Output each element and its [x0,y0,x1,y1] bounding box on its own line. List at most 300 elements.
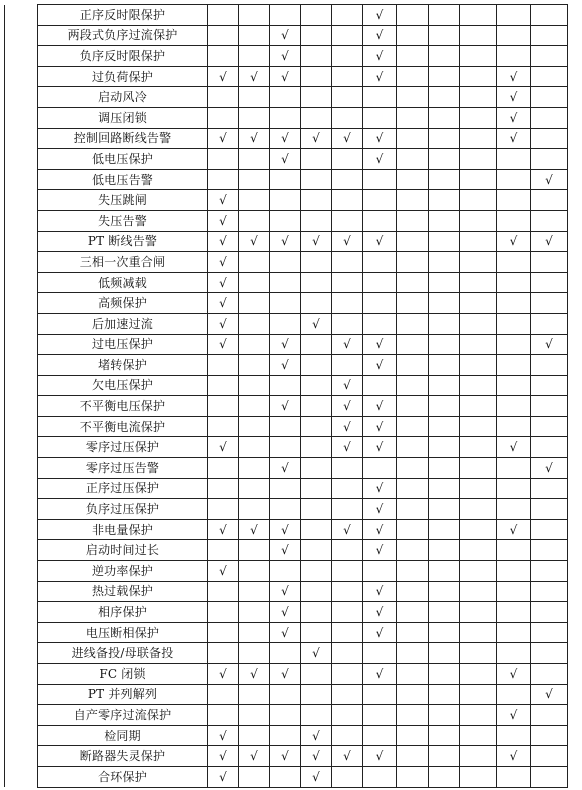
empty-cell [397,396,429,417]
check-mark-cell: √ [301,231,332,252]
empty-cell [301,664,332,685]
empty-cell [531,664,568,685]
lead-cell [5,602,38,623]
lead-cell [5,622,38,643]
check-mark-cell: √ [270,334,301,355]
function-name-cell: 合环保护 [38,766,208,787]
protection-function-table [4,4,568,788]
check-mark-cell: √ [332,416,363,437]
table-row [5,684,568,705]
empty-cell [460,746,497,767]
check-mark-cell: √ [332,396,363,417]
check-mark-cell: √ [239,128,270,149]
empty-cell [497,293,531,314]
table-row [5,190,568,211]
table-row [5,25,568,46]
lead-cell [5,334,38,355]
empty-cell [429,128,460,149]
table-row [5,766,568,787]
empty-cell [429,540,460,561]
empty-cell [270,705,301,726]
check-mark-cell: √ [363,66,397,87]
empty-cell [429,437,460,458]
lead-cell [5,437,38,458]
empty-cell [239,458,270,479]
empty-cell [332,581,363,602]
empty-cell [429,5,460,26]
empty-cell [239,602,270,623]
table-row [5,725,568,746]
check-mark-cell: √ [301,128,332,149]
empty-cell [429,375,460,396]
empty-cell [460,66,497,87]
empty-cell [270,643,301,664]
empty-cell [429,210,460,231]
empty-cell [497,540,531,561]
empty-cell [397,128,429,149]
empty-cell [429,766,460,787]
empty-cell [397,458,429,479]
empty-cell [332,705,363,726]
empty-cell [270,272,301,293]
function-name-cell: 相序保护 [38,602,208,623]
empty-cell [460,561,497,582]
check-mark-cell: √ [208,725,239,746]
table-row [5,334,568,355]
empty-cell [397,684,429,705]
check-mark-cell: √ [270,128,301,149]
empty-cell [363,252,397,273]
empty-cell [301,622,332,643]
table-row [5,561,568,582]
empty-cell [208,416,239,437]
lead-cell [5,231,38,252]
empty-cell [332,5,363,26]
empty-cell [531,602,568,623]
empty-cell [531,478,568,499]
empty-cell [460,5,497,26]
check-mark-cell: √ [363,746,397,767]
empty-cell [239,478,270,499]
empty-cell [270,169,301,190]
function-name-cell: 启动风冷 [38,87,208,108]
empty-cell [497,313,531,334]
empty-cell [397,46,429,67]
empty-cell [531,107,568,128]
empty-cell [397,581,429,602]
check-mark-cell: √ [208,334,239,355]
lead-cell [5,313,38,334]
lead-cell [5,5,38,26]
empty-cell [301,458,332,479]
lead-cell [5,705,38,726]
check-mark-cell: √ [301,746,332,767]
empty-cell [363,705,397,726]
table-row [5,602,568,623]
empty-cell [301,169,332,190]
function-name-cell: 负序过压保护 [38,499,208,520]
empty-cell [363,725,397,746]
empty-cell [531,128,568,149]
check-mark-cell: √ [363,128,397,149]
empty-cell [270,684,301,705]
empty-cell [239,705,270,726]
empty-cell [270,499,301,520]
empty-cell [270,5,301,26]
empty-cell [460,25,497,46]
empty-cell [460,210,497,231]
empty-cell [460,107,497,128]
table-row [5,231,568,252]
check-mark-cell: √ [270,355,301,376]
check-mark-cell: √ [363,149,397,170]
check-mark-cell: √ [531,231,568,252]
function-name-cell: 低电压保护 [38,149,208,170]
empty-cell [332,622,363,643]
empty-cell [497,169,531,190]
lead-cell [5,272,38,293]
empty-cell [531,272,568,293]
empty-cell [239,252,270,273]
lead-cell [5,499,38,520]
lead-cell [5,46,38,67]
function-name-cell: 非电量保护 [38,519,208,540]
empty-cell [460,540,497,561]
check-mark-cell: √ [363,46,397,67]
function-name-cell: 失压跳闸 [38,190,208,211]
check-mark-cell: √ [497,128,531,149]
empty-cell [332,66,363,87]
empty-cell [397,5,429,26]
empty-cell [429,313,460,334]
empty-cell [239,46,270,67]
empty-cell [270,210,301,231]
empty-cell [239,396,270,417]
check-mark-cell: √ [208,313,239,334]
check-mark-cell: √ [363,5,397,26]
function-name-cell: 零序过压保护 [38,437,208,458]
lead-cell [5,107,38,128]
function-name-cell: 控制回路断线告警 [38,128,208,149]
lead-cell [5,128,38,149]
function-name-cell: 低频减载 [38,272,208,293]
empty-cell [460,355,497,376]
lead-cell [5,519,38,540]
empty-cell [332,190,363,211]
empty-cell [239,561,270,582]
empty-cell [301,499,332,520]
table-row [5,5,568,26]
check-mark-cell: √ [208,272,239,293]
empty-cell [363,107,397,128]
lead-cell [5,725,38,746]
empty-cell [531,252,568,273]
table-row [5,643,568,664]
empty-cell [460,705,497,726]
check-mark-cell: √ [497,107,531,128]
empty-cell [460,149,497,170]
empty-cell [397,66,429,87]
empty-cell [301,478,332,499]
check-mark-cell: √ [239,664,270,685]
table-row [5,128,568,149]
empty-cell [429,272,460,293]
lead-cell [5,416,38,437]
check-mark-cell: √ [270,540,301,561]
function-name-cell: PT 断线告警 [38,231,208,252]
empty-cell [208,705,239,726]
empty-cell [460,519,497,540]
empty-cell [397,334,429,355]
empty-cell [363,561,397,582]
empty-cell [332,355,363,376]
lead-cell [5,375,38,396]
empty-cell [332,499,363,520]
empty-cell [208,643,239,664]
empty-cell [460,478,497,499]
empty-cell [301,705,332,726]
empty-cell [332,210,363,231]
empty-cell [301,437,332,458]
check-mark-cell: √ [239,746,270,767]
empty-cell [239,313,270,334]
empty-cell [270,725,301,746]
empty-cell [397,87,429,108]
empty-cell [531,581,568,602]
check-mark-cell: √ [270,396,301,417]
empty-cell [363,643,397,664]
empty-cell [397,231,429,252]
function-name-cell: 三相一次重合闸 [38,252,208,273]
empty-cell [301,46,332,67]
empty-cell [497,396,531,417]
check-mark-cell: √ [270,231,301,252]
empty-cell [497,478,531,499]
check-mark-cell: √ [208,66,239,87]
empty-cell [397,746,429,767]
empty-cell [363,293,397,314]
empty-cell [397,375,429,396]
empty-cell [332,766,363,787]
empty-cell [531,210,568,231]
function-name-cell: 失压告警 [38,210,208,231]
lead-cell [5,746,38,767]
empty-cell [363,210,397,231]
empty-cell [301,375,332,396]
empty-cell [460,252,497,273]
empty-cell [270,375,301,396]
empty-cell [531,705,568,726]
empty-cell [497,684,531,705]
table-row [5,66,568,87]
check-mark-cell: √ [270,664,301,685]
lead-cell [5,664,38,685]
lead-cell [5,25,38,46]
empty-cell [239,107,270,128]
empty-cell [460,622,497,643]
empty-cell [429,169,460,190]
table-row [5,169,568,190]
empty-cell [531,190,568,211]
empty-cell [208,684,239,705]
empty-cell [397,519,429,540]
table-row [5,396,568,417]
check-mark-cell: √ [270,66,301,87]
empty-cell [332,272,363,293]
empty-cell [497,458,531,479]
empty-cell [429,684,460,705]
check-mark-cell: √ [270,458,301,479]
empty-cell [239,210,270,231]
empty-cell [397,499,429,520]
empty-cell [301,272,332,293]
empty-cell [429,252,460,273]
empty-cell [397,643,429,664]
check-mark-cell: √ [239,519,270,540]
empty-cell [497,766,531,787]
empty-cell [497,643,531,664]
empty-cell [429,602,460,623]
empty-cell [239,540,270,561]
check-mark-cell: √ [270,622,301,643]
check-mark-cell: √ [363,355,397,376]
empty-cell [497,416,531,437]
empty-cell [239,499,270,520]
table-row [5,107,568,128]
empty-cell [270,313,301,334]
empty-cell [531,355,568,376]
empty-cell [460,643,497,664]
function-name-cell: 不平衡电压保护 [38,396,208,417]
check-mark-cell: √ [497,231,531,252]
table-row [5,210,568,231]
empty-cell [429,643,460,664]
empty-cell [239,5,270,26]
empty-cell [460,231,497,252]
empty-cell [460,499,497,520]
empty-cell [239,272,270,293]
empty-cell [429,746,460,767]
empty-cell [460,293,497,314]
function-name-cell: FC 闭锁 [38,664,208,685]
empty-cell [497,355,531,376]
function-name-cell: 低电压告警 [38,169,208,190]
empty-cell [301,252,332,273]
empty-cell [208,46,239,67]
empty-cell [429,499,460,520]
empty-cell [363,458,397,479]
lead-cell [5,190,38,211]
empty-cell [239,437,270,458]
empty-cell [397,664,429,685]
empty-cell [429,107,460,128]
empty-cell [460,684,497,705]
empty-cell [332,664,363,685]
empty-cell [208,169,239,190]
empty-cell [460,437,497,458]
empty-cell [460,190,497,211]
empty-cell [531,149,568,170]
empty-cell [397,766,429,787]
empty-cell [531,375,568,396]
empty-cell [531,293,568,314]
empty-cell [497,334,531,355]
check-mark-cell: √ [363,231,397,252]
check-mark-cell: √ [363,602,397,623]
empty-cell [208,25,239,46]
empty-cell [239,355,270,376]
function-name-cell: 负序反时限保护 [38,46,208,67]
empty-cell [460,581,497,602]
empty-cell [497,561,531,582]
table-row [5,746,568,767]
table-row [5,355,568,376]
function-name-cell: 后加速过流 [38,313,208,334]
lead-cell [5,149,38,170]
check-mark-cell: √ [332,375,363,396]
empty-cell [239,375,270,396]
empty-cell [208,581,239,602]
empty-cell [531,437,568,458]
empty-cell [239,190,270,211]
function-name-cell: 启动时间过长 [38,540,208,561]
empty-cell [301,561,332,582]
empty-cell [429,66,460,87]
check-mark-cell: √ [332,128,363,149]
empty-cell [332,458,363,479]
empty-cell [497,149,531,170]
check-mark-cell: √ [208,766,239,787]
empty-cell [460,313,497,334]
empty-cell [301,149,332,170]
lead-cell [5,87,38,108]
empty-cell [301,66,332,87]
empty-cell [497,190,531,211]
empty-cell [460,334,497,355]
table-row [5,499,568,520]
empty-cell [397,190,429,211]
empty-cell [531,622,568,643]
function-name-cell: 过负荷保护 [38,66,208,87]
table-row [5,272,568,293]
check-mark-cell: √ [239,66,270,87]
empty-cell [460,396,497,417]
empty-cell [531,746,568,767]
empty-cell [208,396,239,417]
empty-cell [397,416,429,437]
empty-cell [397,107,429,128]
check-mark-cell: √ [270,25,301,46]
empty-cell [429,581,460,602]
check-mark-cell: √ [363,622,397,643]
empty-cell [497,46,531,67]
empty-cell [397,149,429,170]
empty-cell [397,355,429,376]
empty-cell [332,293,363,314]
check-mark-cell: √ [301,643,332,664]
empty-cell [429,87,460,108]
empty-cell [270,478,301,499]
empty-cell [363,190,397,211]
empty-cell [332,87,363,108]
empty-cell [497,622,531,643]
lead-cell [5,478,38,499]
empty-cell [239,149,270,170]
check-mark-cell: √ [208,437,239,458]
lead-cell [5,355,38,376]
empty-cell [332,107,363,128]
empty-cell [531,25,568,46]
